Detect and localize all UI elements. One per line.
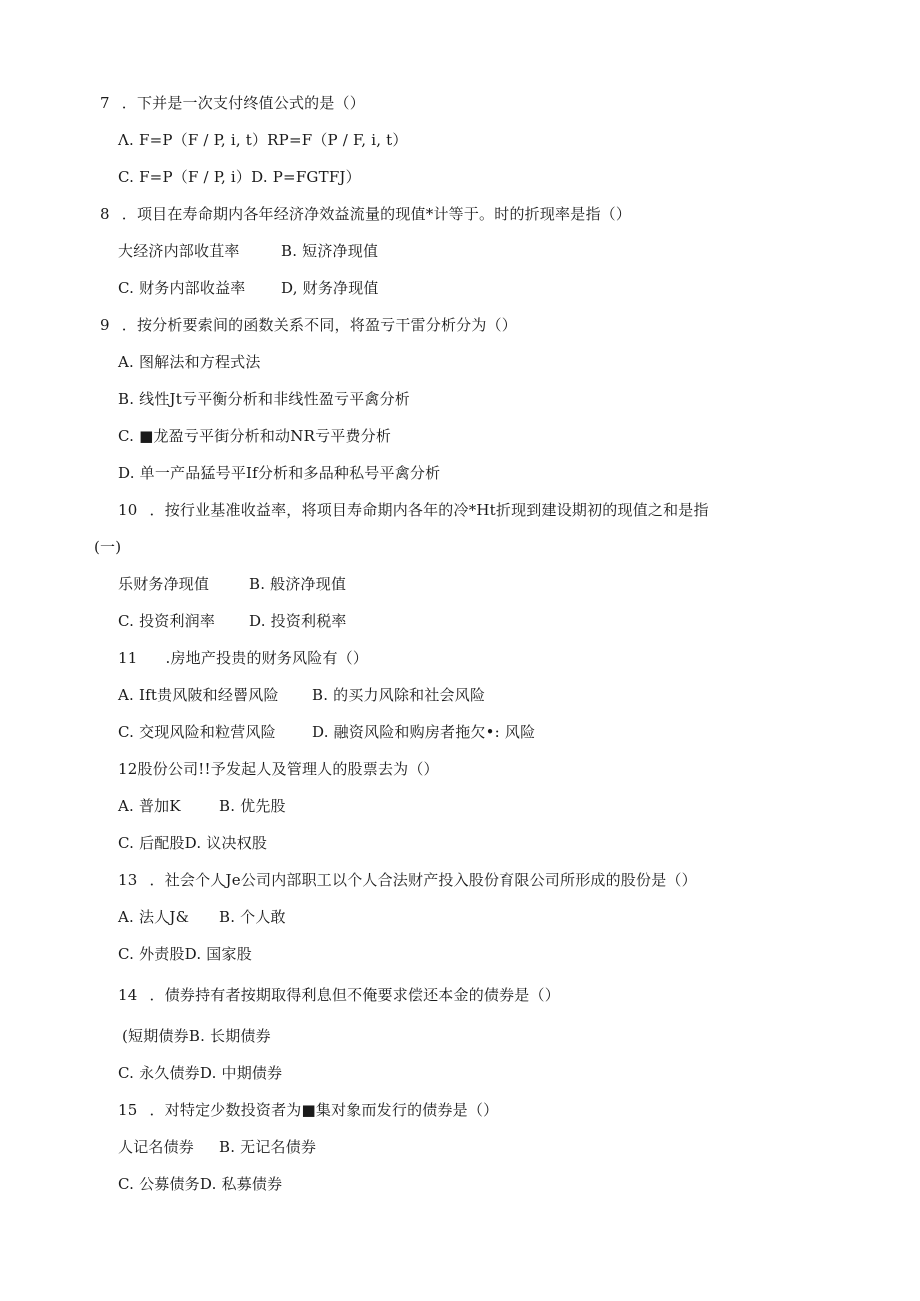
question-12-stem [118,759,439,779]
question-text: ．债券持有者按期取得利息但不俺要求偿还本金的债券是（） [149,986,560,1004]
question-15-stem [118,1100,498,1120]
question-text: ．社会个人Je公司内部职工以个人合法财产投入股份育限公司所形成的股份是（） [149,871,697,889]
question-number: 10 [118,501,138,519]
question-8-option-a: 大经济内部收苴率 [118,242,240,260]
question-text: ．按分析要索间的函数关系不同，将盈亏干雷分析分为（） [121,316,517,334]
question-10-option-c: C. 投资利润率 [118,612,216,630]
question-number: 7 [100,94,110,112]
question-number: 9 [100,316,110,334]
question-9-option-d: D. 单一产品猛号平If分析和多品种私号平禽分析 [118,464,441,482]
question-13-option-b: B. 个人敢 [219,908,286,926]
question-12-option-b: B. 优先股 [219,797,286,815]
question-10-stem [118,500,709,520]
question-15-option-b: B. 无记名债券 [219,1138,317,1156]
question-14-options-ab: (短期债券B. 长期债券 [122,1027,271,1045]
question-text: ．按行业基准收益率，将项目寿命期内各年的冷*Ht折现到建设期初的现值之和是指 [149,501,709,519]
question-10-option-d: D. 投资利税率 [249,612,347,630]
question-13-option-a: A. 法人J& [118,908,190,926]
question-number: 13 [118,871,138,889]
question-10-option-b: B. 般济净现值 [249,575,347,593]
question-number: 11 [118,649,138,667]
question-9-stem [100,315,517,335]
question-11-option-d: D. 融资风险和购房者拖欠•: 风险 [312,723,536,741]
question-13-options-cd: C. 外责股D. 国家股 [118,945,252,963]
question-8-option-d: D, 财务净现值 [281,279,379,297]
question-11-option-b: B. 的买力风除和社会风险 [312,686,486,704]
question-7-options-ab: Λ. F=P（F / P, i, t）RP=F（P / F, i, t） [118,131,408,149]
question-7-stem [100,93,365,113]
question-10-option-a: 乐财务净现值 [118,575,210,593]
question-8-stem [100,204,631,224]
question-text: .房地产投贵的财务风险有（） [165,649,369,667]
question-text: 股份公司!!予发起人及管理人的股票去为（） [137,760,439,778]
question-number: 14 [118,986,138,1004]
question-number: 12 [118,760,138,778]
question-text: ．项目在寿命期内各年经济净效益流量的现值*计等于。时的折现率是指（） [121,205,632,223]
question-12-options-cd: C. 后配股D. 议决权股 [118,834,268,852]
question-15-option-a: 人记名债券 [118,1138,195,1156]
question-10-stem-continued: (一) [94,538,122,556]
question-number: 8 [100,205,110,223]
question-11-option-c: C. 交现风险和粒营风险 [118,723,276,741]
question-12-option-a: A. 普加K [118,797,181,815]
question-text: ．下并是一次支付终值公式的是（） [121,94,365,112]
question-8-option-c: C. 财务内部收益率 [118,279,246,297]
question-11-stem [118,648,368,668]
question-9-option-a: A. 图解法和方程式法 [118,353,261,371]
question-11-option-a: A. Ift贵风陂和经罾风险 [118,686,279,704]
question-9-option-c: C. ■龙盈亏平街分析和动NR亏平费分析 [118,427,392,445]
question-9-option-b: B. 线性Jt亏平衡分析和非线性盈亏平禽分析 [118,390,411,408]
question-14-stem [118,985,560,1005]
question-8-option-b: B. 短济净现值 [281,242,379,260]
question-text: ．对特定少数投资者为■集对象而发行的债券是（） [149,1101,499,1119]
question-14-options-cd: C. 永久债券D. 中期债券 [118,1064,283,1082]
question-15-options-cd: C. 公募债务D. 私募债券 [118,1175,283,1193]
question-number: 15 [118,1101,138,1119]
question-13-stem [118,870,697,890]
question-7-options-cd: C. F=P（F / P, i）D. P=FGTFJ） [118,168,361,186]
